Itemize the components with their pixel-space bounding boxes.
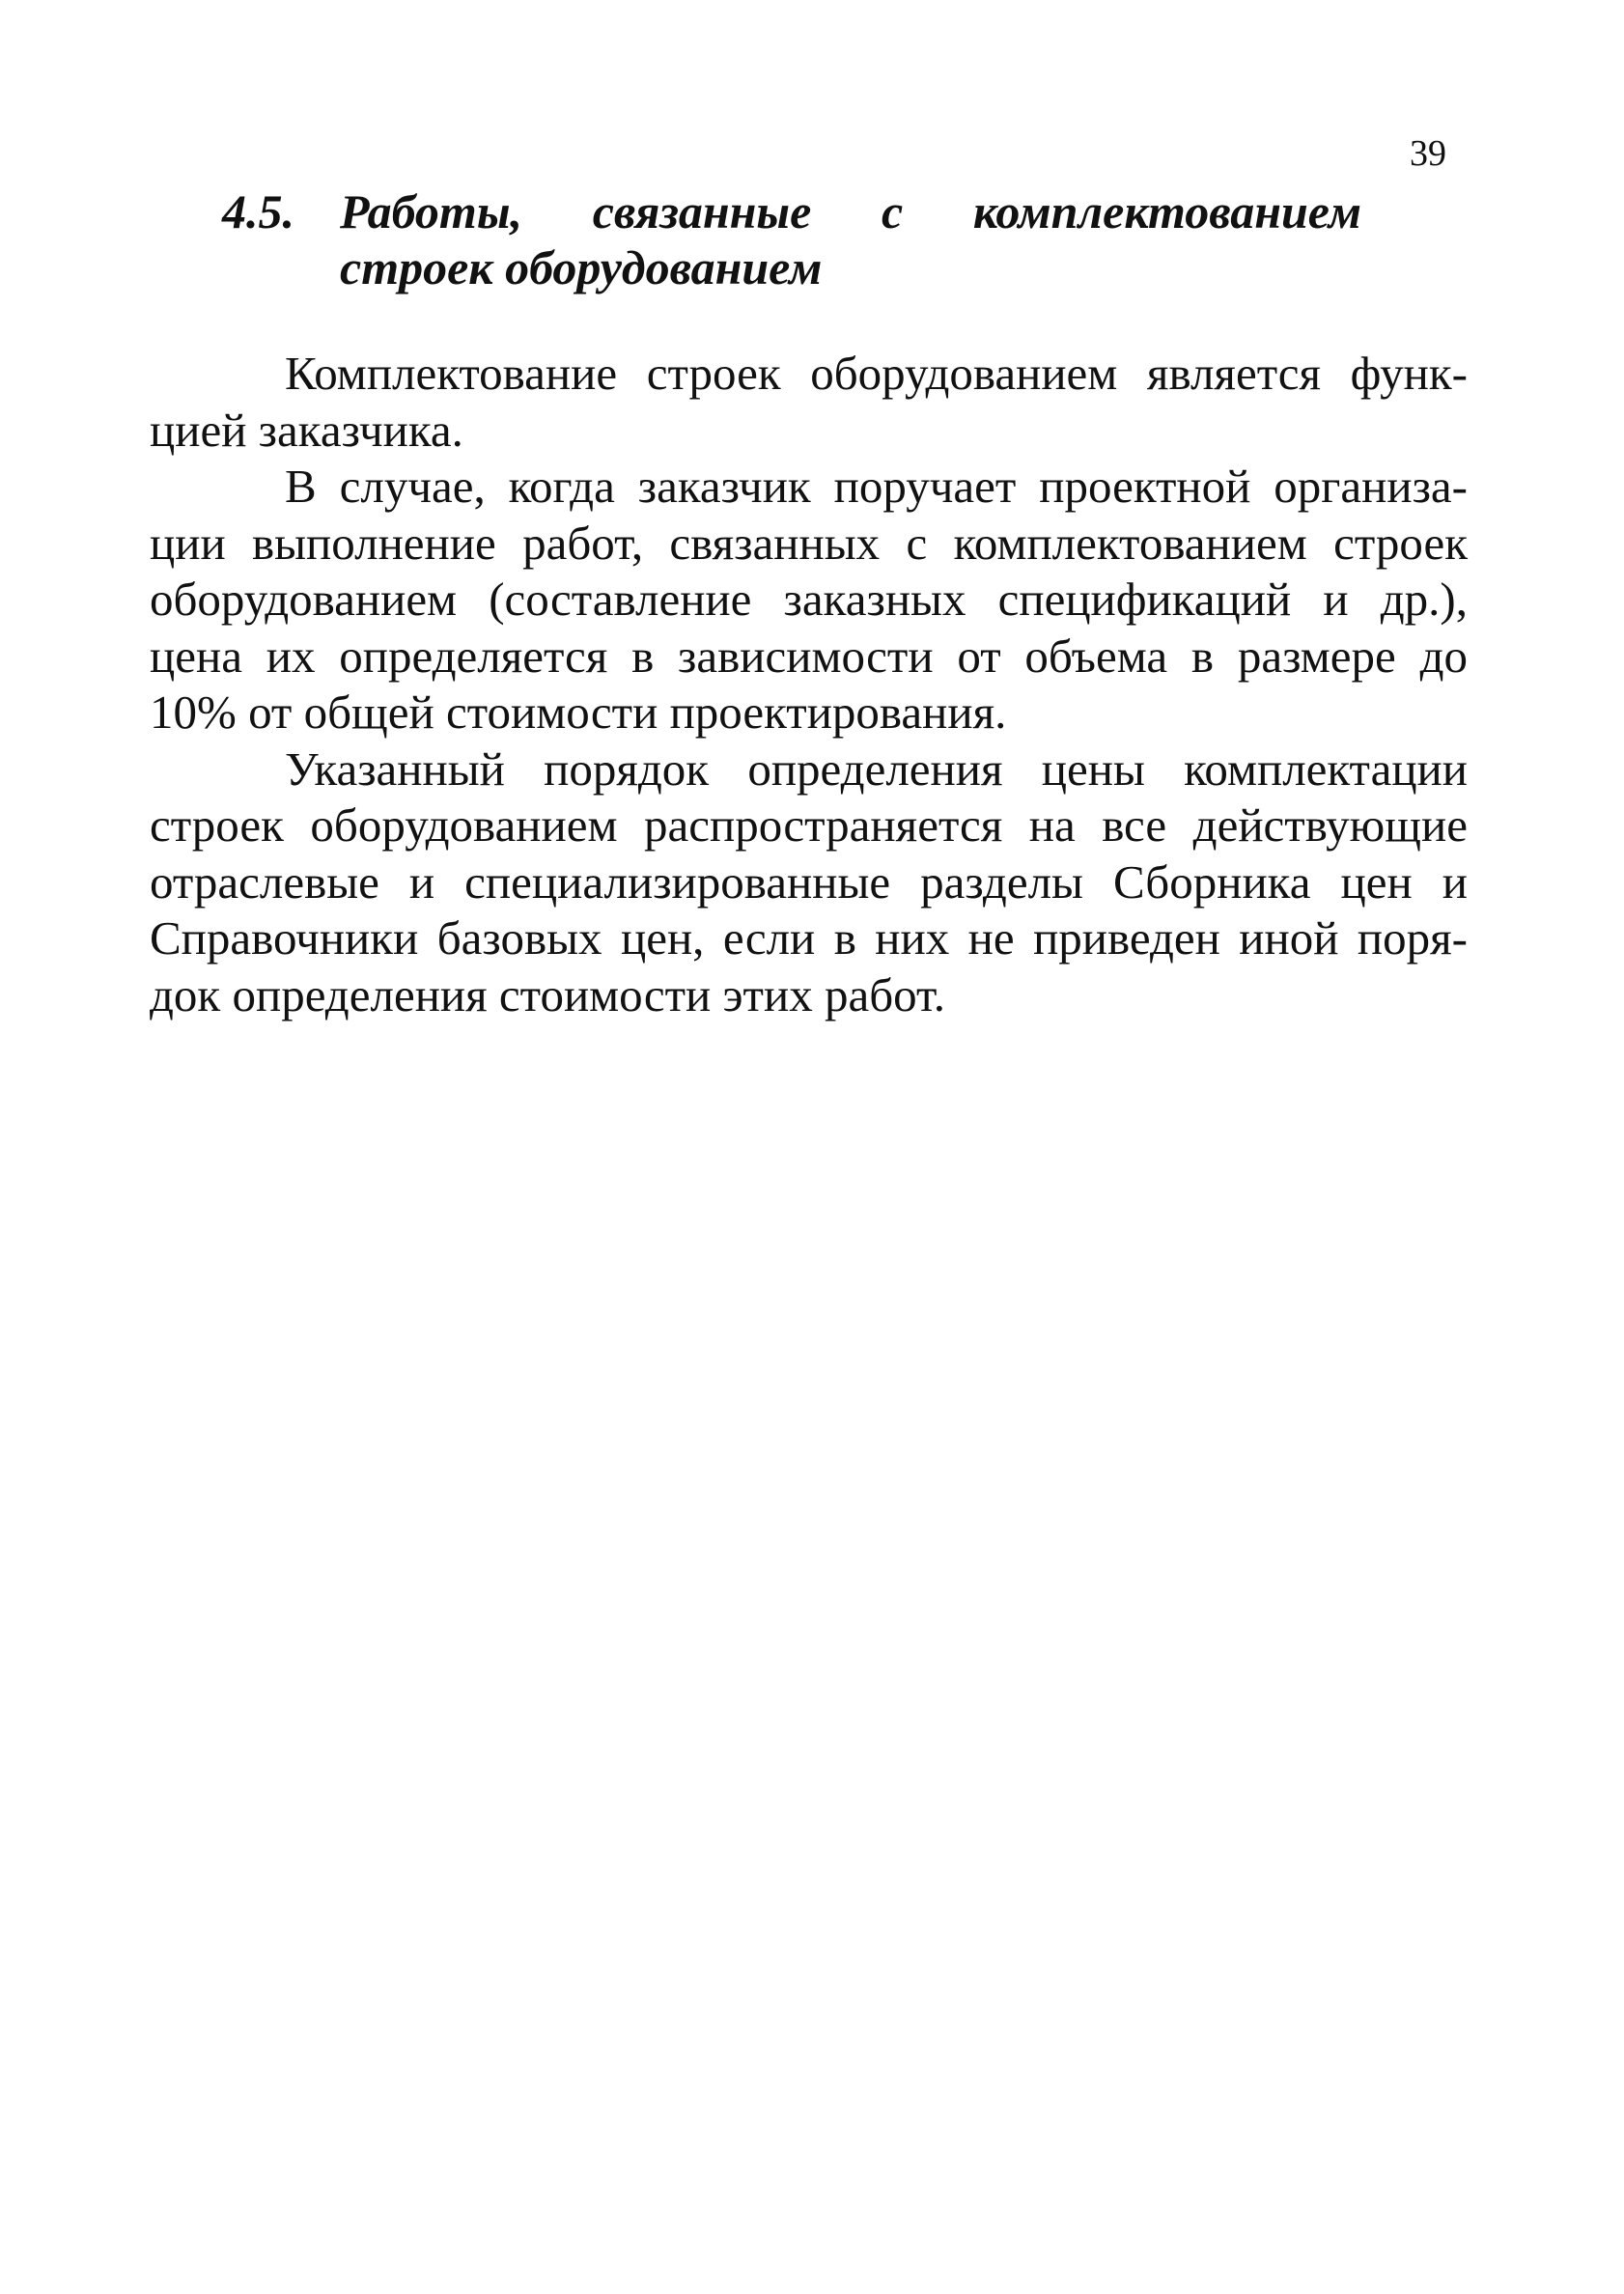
text-line: цией заказчика. (150, 403, 463, 457)
text-line: Комплектование строек оборудованием является функ- (285, 347, 1468, 400)
text-line: строек оборудованием распространяется на все действующие (150, 798, 1468, 852)
section-title-words (340, 183, 1361, 239)
page-number: 39 (1410, 133, 1446, 174)
body-text (150, 346, 1468, 1023)
section-title-word: комплектованием (972, 184, 1361, 238)
section-title-line-2: строек оборудованием (340, 240, 823, 294)
section-title-word: с (881, 184, 904, 238)
text-line: ции выполнение работ, связанных с комплектованием строек (150, 516, 1468, 570)
text-line: Справочники базовых цен, если в них не приведен иной поря- (150, 911, 1468, 965)
text-line: оборудованием (составление заказных спецификаций и др.), (150, 573, 1468, 626)
text-line: В случае, когда заказчик поручает проектной организа- (285, 460, 1468, 513)
paragraph (150, 741, 1468, 1024)
text-line: цена их определяется в зависимости от объема в размере до (150, 629, 1468, 683)
section-title-word: Работы, (340, 184, 523, 238)
section-number: 4.5. (222, 184, 294, 238)
paragraph (150, 346, 1468, 459)
text-line: отраслевые и специализированные разделы Сборника цен и (150, 854, 1468, 909)
paragraph (150, 459, 1468, 741)
section-heading-line-1 (222, 183, 1361, 239)
section-heading (222, 183, 1361, 295)
text-line: Указанный порядок определения цены комплектации (285, 741, 1468, 796)
section-title-word: связанные (592, 184, 812, 238)
text-line: док определения стоимости этих работ. (150, 967, 945, 1021)
text-line: 10% от общей стоимости проектирования. (150, 685, 1007, 739)
